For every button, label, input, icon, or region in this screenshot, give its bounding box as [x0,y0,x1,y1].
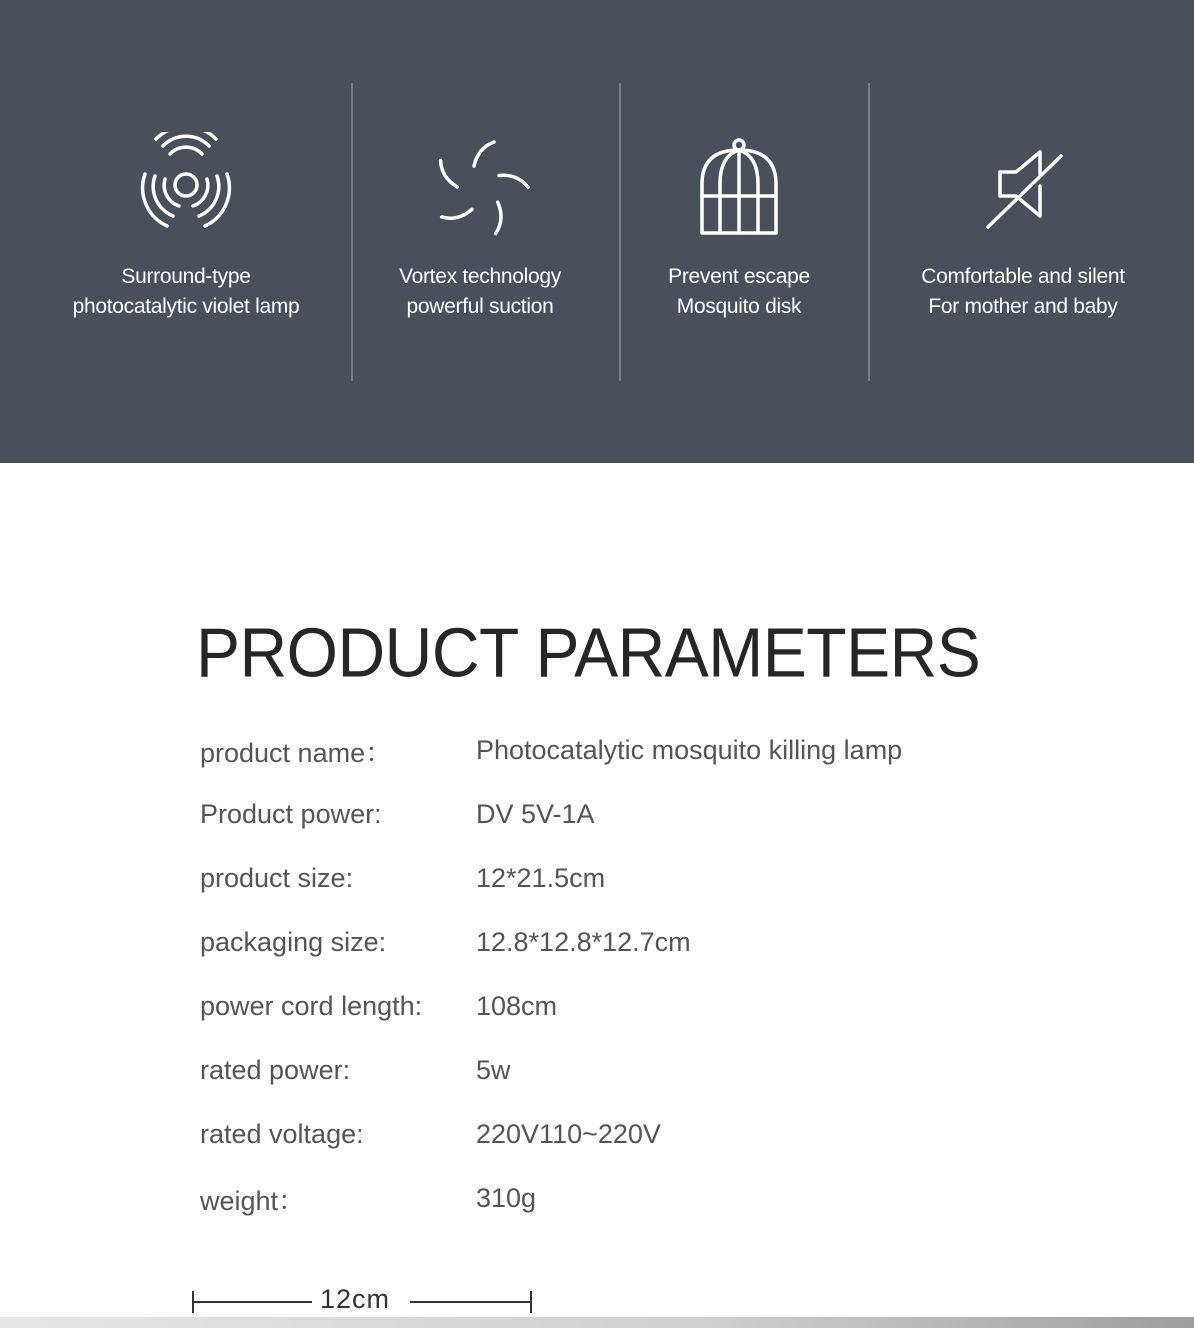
param-row [200,910,902,974]
param-row [200,1038,902,1102]
feature-caption-line2: Mosquito disk [676,295,802,318]
mute-speaker-icon [968,132,1078,242]
features-band [0,0,1194,463]
param-label: rated voltage: [200,1118,364,1149]
dimension-line [192,1301,312,1303]
param-label: rated power: [200,1054,351,1085]
param-value: DV 5V-1A [476,798,595,829]
dimension-line [410,1301,532,1303]
param-row [200,846,902,910]
param-row [200,782,902,846]
dimension-tick [530,1291,532,1313]
param-value: 310g [476,1182,537,1213]
feature-caption-line1: Comfortable and silent [921,265,1125,288]
feature-surround-lamp [40,0,332,463]
param-label: power cord length: [200,990,423,1021]
param-row [200,974,902,1038]
param-value: 108cm [476,990,558,1021]
param-value: 12.8*12.8*12.7cm [476,926,691,957]
feature-caption-line1: Prevent escape [668,265,810,288]
params-table [200,718,902,1230]
feature-divider [351,83,353,381]
width-dimension-marker [192,1282,534,1322]
param-label: product size: [200,862,354,893]
feature-vortex [354,0,606,463]
section-title: PRODUCT PARAMETERS [196,613,981,692]
feature-divider [868,83,870,381]
param-row [200,1102,902,1166]
param-label: weight： [200,1185,306,1216]
feature-birdcage [622,0,856,463]
dimension-label: 12cm [320,1284,391,1314]
birdcage-icon [684,132,794,242]
feature-caption-line2: For mother and baby [928,295,1118,318]
param-value: 220V110~220V [476,1118,661,1149]
param-value: 12*21.5cm [476,862,606,893]
param-label: product name： [200,737,393,768]
feature-caption-line2: photocatalytic violet lamp [72,295,300,318]
param-row [200,1166,902,1230]
feature-caption-line1: Surround-type [121,265,251,288]
bottom-edge-strip [0,1317,1194,1328]
surround-lamp-icon [131,132,241,242]
param-row [200,718,902,782]
feature-divider [619,83,621,381]
param-value: 5w [476,1054,511,1085]
feature-caption-line2: powerful suction [406,295,554,318]
feature-silent [871,0,1175,463]
param-label: packaging size: [200,926,387,957]
feature-caption-line1: Vortex technology [399,265,561,288]
vortex-fan-icon [425,132,535,242]
param-label: Product power: [200,798,382,829]
param-value: Photocatalytic mosquito killing lamp [476,734,903,765]
